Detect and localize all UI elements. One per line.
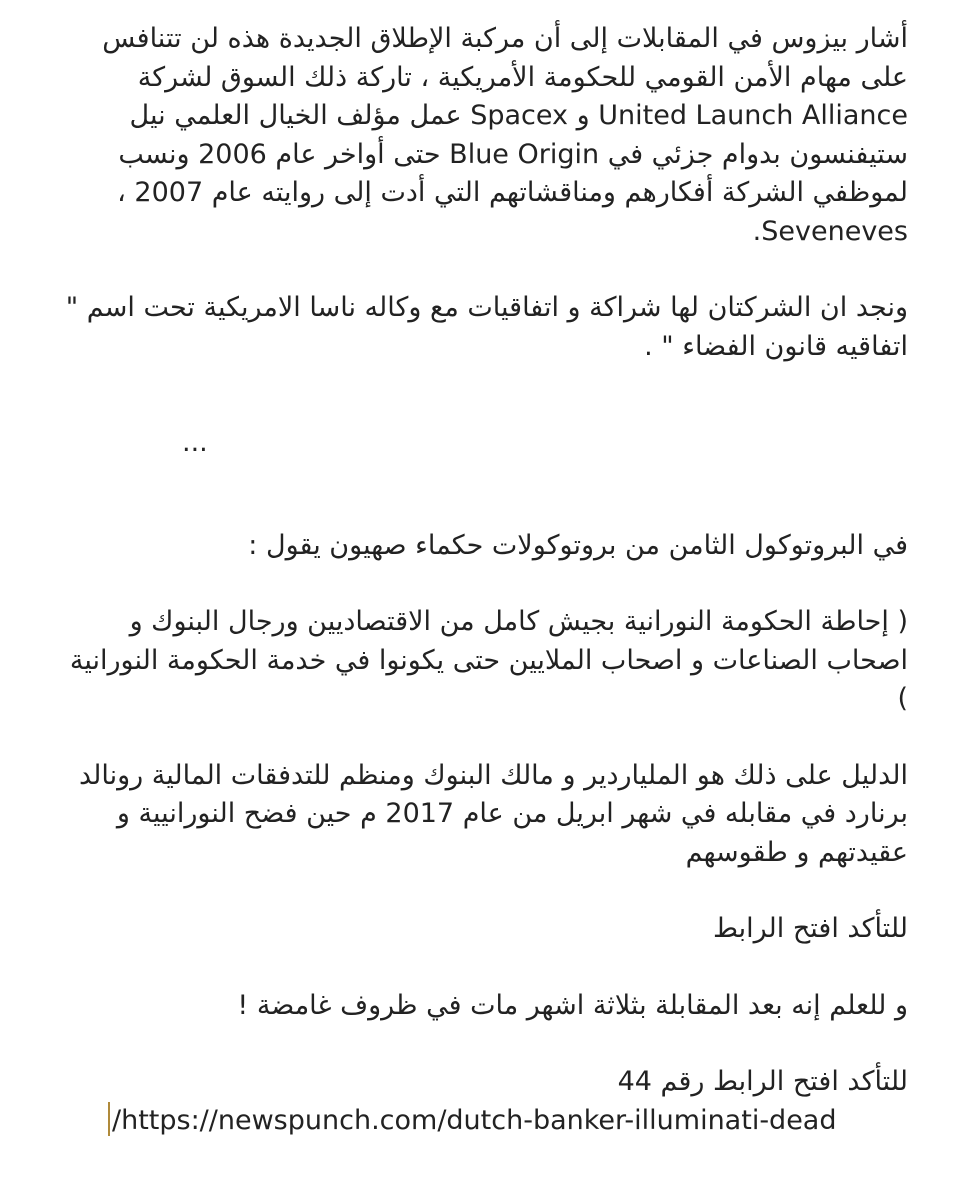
url-line[interactable] (60, 1102, 908, 1141)
paragraph-open-link: للتأكد افتح الرابط (713, 913, 908, 944)
paragraph-open-link-44: للتأكد افتح الرابط رقم 44 (617, 1066, 908, 1097)
paragraph-nasa-agreement: ونجد ان الشركتان لها شراكة و اتفاقيات مع وكاله ناسا الامريكية تحت اسم " اتفاقيه قانون الفضاء " . (65, 292, 908, 362)
paragraph-death-note: و للعلم إنه بعد المقابلة بثلاثة اشهر مات في ظروف غامضة ! (237, 989, 908, 1021)
text-cursor-caret (108, 1102, 110, 1136)
document-body[interactable] (60, 20, 908, 1140)
ellipsis-line: ... (182, 427, 208, 458)
paragraph-bezos: أشار بيزوس في المقابلات إلى أن مركبة الإطلاق الجديدة هذه لن تتنافس على مهام الأمن القومي للحكومة الأمريكية ، تاركة ذلك السوق لشركة United Launch Alliance و Spacex عمل مؤلف الخيال العلمي نيل ستيفنسون بدوام جزئي في Blue Origin حتى أواخر عام 2006 ونسب لموظفي الشركة أفكارهم ومناقشاتهم التي أدت إلى روايته عام 2007 ، Seveneves. (102, 23, 908, 247)
paragraph-protocol-eight: في البروتوكول الثامن من بروتوكولات حكماء صهيون يقول : (248, 529, 908, 561)
paragraph-evidence: الدليل على ذلك هو الملياردير و مالك البنوك ومنظم للتدفقات المالية رونالد برنارد في مقابله في شهر ابريل من عام 2017 م حين فضح النورانيية و عقيدتهم و طقوسهم (78, 759, 908, 868)
paragraph-quote: ( إحاطة الحكومة النورانية بجيش كامل من الاقتصاديين ورجال البنوك و اصحاب الصناعات و اصحاب الملايين حتى يكونوا في خدمة الحكومة النورانية ) (69, 606, 908, 714)
url-text[interactable]: /https://newspunch.com/dutch-banker-illuminati-dead (112, 1104, 837, 1136)
